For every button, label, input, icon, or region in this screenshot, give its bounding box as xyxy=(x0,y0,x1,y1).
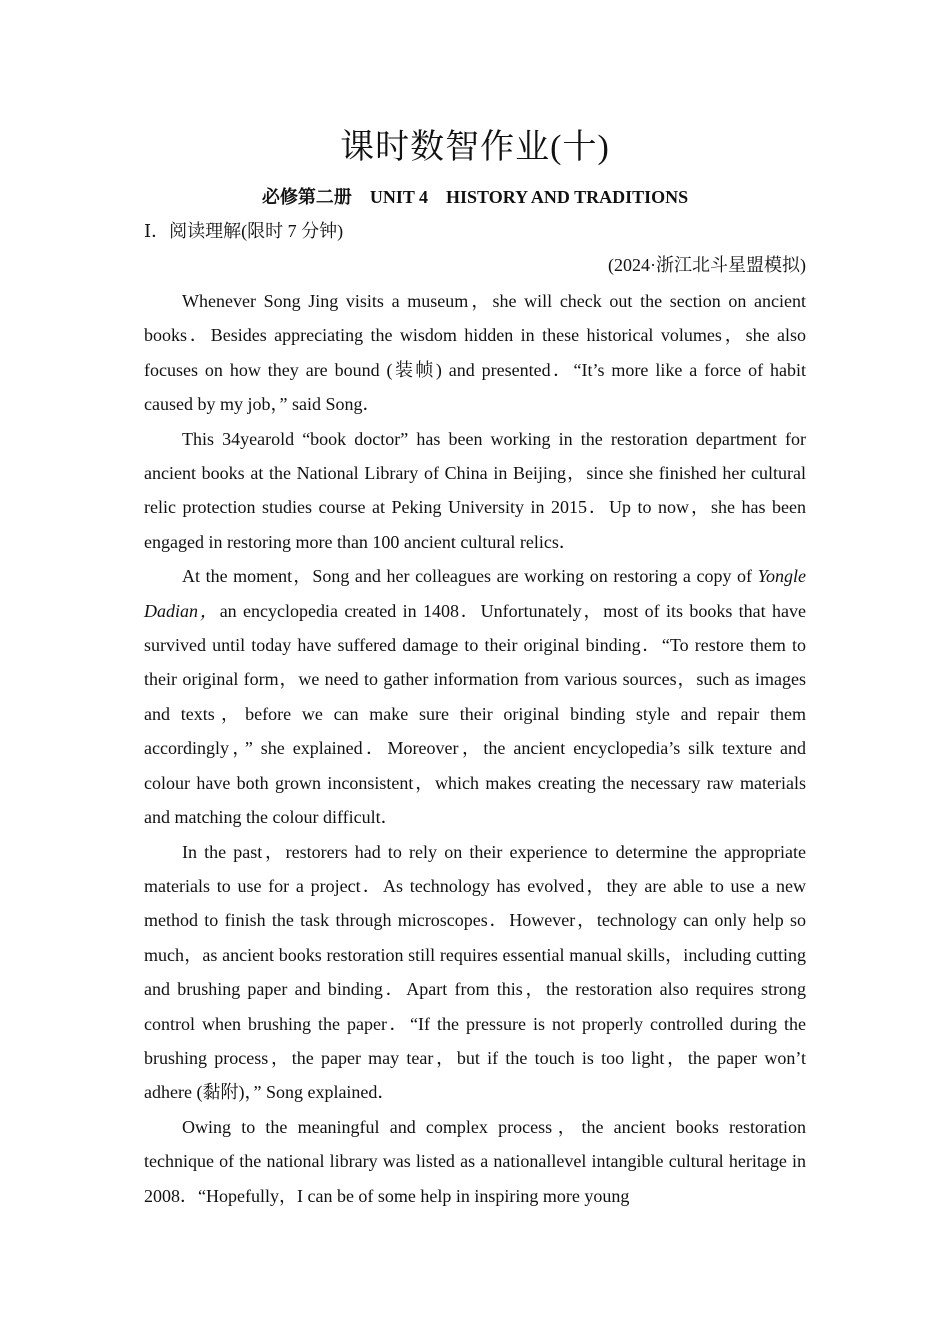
source-note: (2024·浙江北斗星盟模拟) xyxy=(608,255,806,275)
worksheet-title: 课时数智作业(十) xyxy=(340,129,610,166)
book-title-yongle-dadian: Yongle Dadian， xyxy=(144,566,806,621)
worksheet-page xyxy=(144,118,806,1213)
paragraph-2: This 34yearold “book doctor” has been working in the restoration department for ancient books at the National Library of China in Beijing，since she finished her cultural relic protection studies course at Peking University in 2015．Up to now，she has been engaged in restoring more than 100 ancient cultural relics． xyxy=(144,428,806,552)
paragraph-3-body: an encyclopedia created in 1408．Unfortunately，most of its books that have survived until today have suffered damage to their original binding．“To restore them to their original form，we need to gather information from various sources，such as images and texts，before we can make sure their original binding style and repair them accordingly，” she explained．Moreover，the ancient encyclopedia’s silk texture and colour have both grown inconsistent，which makes creating the necessary raw materials and matching the colour difficult． xyxy=(144,600,806,828)
section-heading: Ⅰ．阅读理解(限时 7 分钟) xyxy=(144,221,344,241)
paragraph-1: Whenever Song Jing visits a museum，she will check out the section on ancient books．Besides appreciating the wisdom hidden in these historical volumes，she also focuses on how they are bound (装帧) and presented．“It’s more like a force of habit caused by my job，” said Song． xyxy=(144,291,806,415)
paragraph-5: Owing to the meaningful and complex process，the ancient books restoration technique of the national library was listed as a nationallevel intangible cultural heritage in 2008．“Hopefully，I can be of some help in inspiring more young xyxy=(144,1116,806,1206)
paragraph-4: In the past，restorers had to rely on their experience to determine the appropriate materials to use for a project．As technology has evolved，they are able to use a new method to finish the task through microscopes．However，technology can only help so much，as ancient books restoration still requires essential manual skills，including cutting and brushing paper and binding．Apart from this，the restoration also requires strong control when brushing the paper．“If the pressure is not properly controlled during the brushing process，the paper may tear，but if the touch is too light，the paper won’t adhere (黏附)，” Song explained． xyxy=(144,841,806,1103)
paragraph-3 xyxy=(144,559,806,834)
unit-subtitle: 必修第二册 UNIT 4 HISTORY AND TRADITIONS xyxy=(261,187,689,207)
paragraph-3-lead: At the moment，Song and her colleagues are working on restoring a copy of xyxy=(182,566,758,587)
